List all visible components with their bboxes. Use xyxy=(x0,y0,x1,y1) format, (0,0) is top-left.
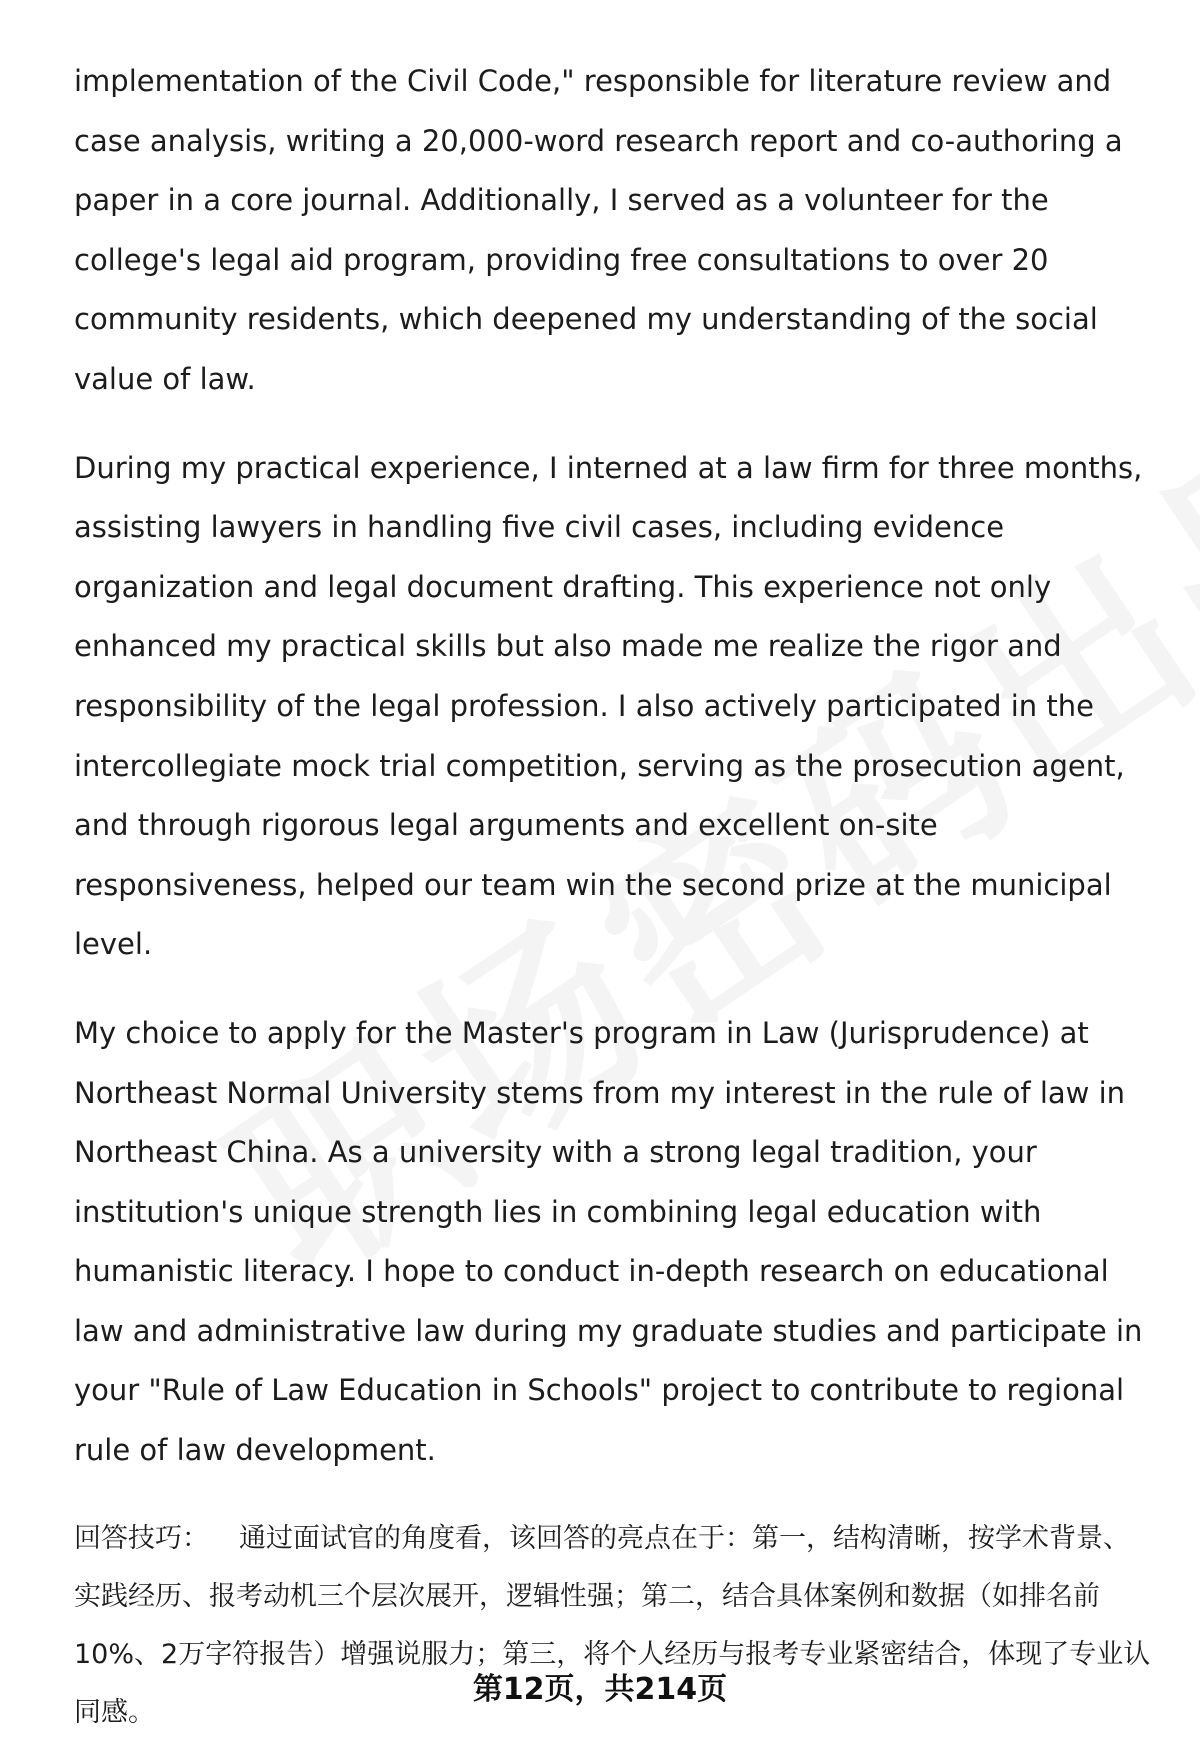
answer-tip-label: 回答技巧： xyxy=(74,1522,209,1554)
document-body xyxy=(74,52,1154,1742)
page-indicator: 第12页，共214页 xyxy=(472,1672,728,1707)
paragraph-application-motivation: My choice to apply for the Master's program in Law (Jurisprudence) at Northeast Normal University stems from my interest in the rule of law in Northeast China. As a university with a strong legal tradition, your institution's unique strength lies in combining legal education with humanistic literacy. I hope to conduct in-depth research on educational law and administrative law during my graduate studies and participate in your "Rule of Law Education in Schools" project to contribute to regional rule of law development. xyxy=(74,1015,1143,1468)
paragraph-practical-experience: During my practical experience, I interned at a law firm for three months, assisting lawyers in handling five civil cases, including evidence organization and legal document drafting. This experience not only enhanced my practical skills but also made me realize the rigor and responsibility of the legal profession. I also actively participated in the intercollegiate mock trial competition, serving as the prosecution agent, and through rigorous legal arguments and excellent on-site responsiveness, helped our team win the second prize at the municipal level. xyxy=(74,450,1143,962)
answer-tip-text: 通过面试官的角度看，该回答的亮点在于：第一，结构清晰，按学术背景、实践经历、报考动机三个层次展开，逻辑性强；第二，结合具体案例和数据（如排名前10%、2万字符报告）增强说服力；第三，将个人经历与报考专业紧密结合，体现了专业认同感。 xyxy=(74,1522,1151,1728)
paragraph-academic-background: implementation of the Civil Code," responsible for literature review and case analysis, writing a 20,000-word research report and co-authoring a paper in a core journal. Additionally, I served as a volunteer for the college's legal aid program, providing free consultations to over 20 community residents, which deepened my understanding of the social value of law. xyxy=(74,64,1123,396)
